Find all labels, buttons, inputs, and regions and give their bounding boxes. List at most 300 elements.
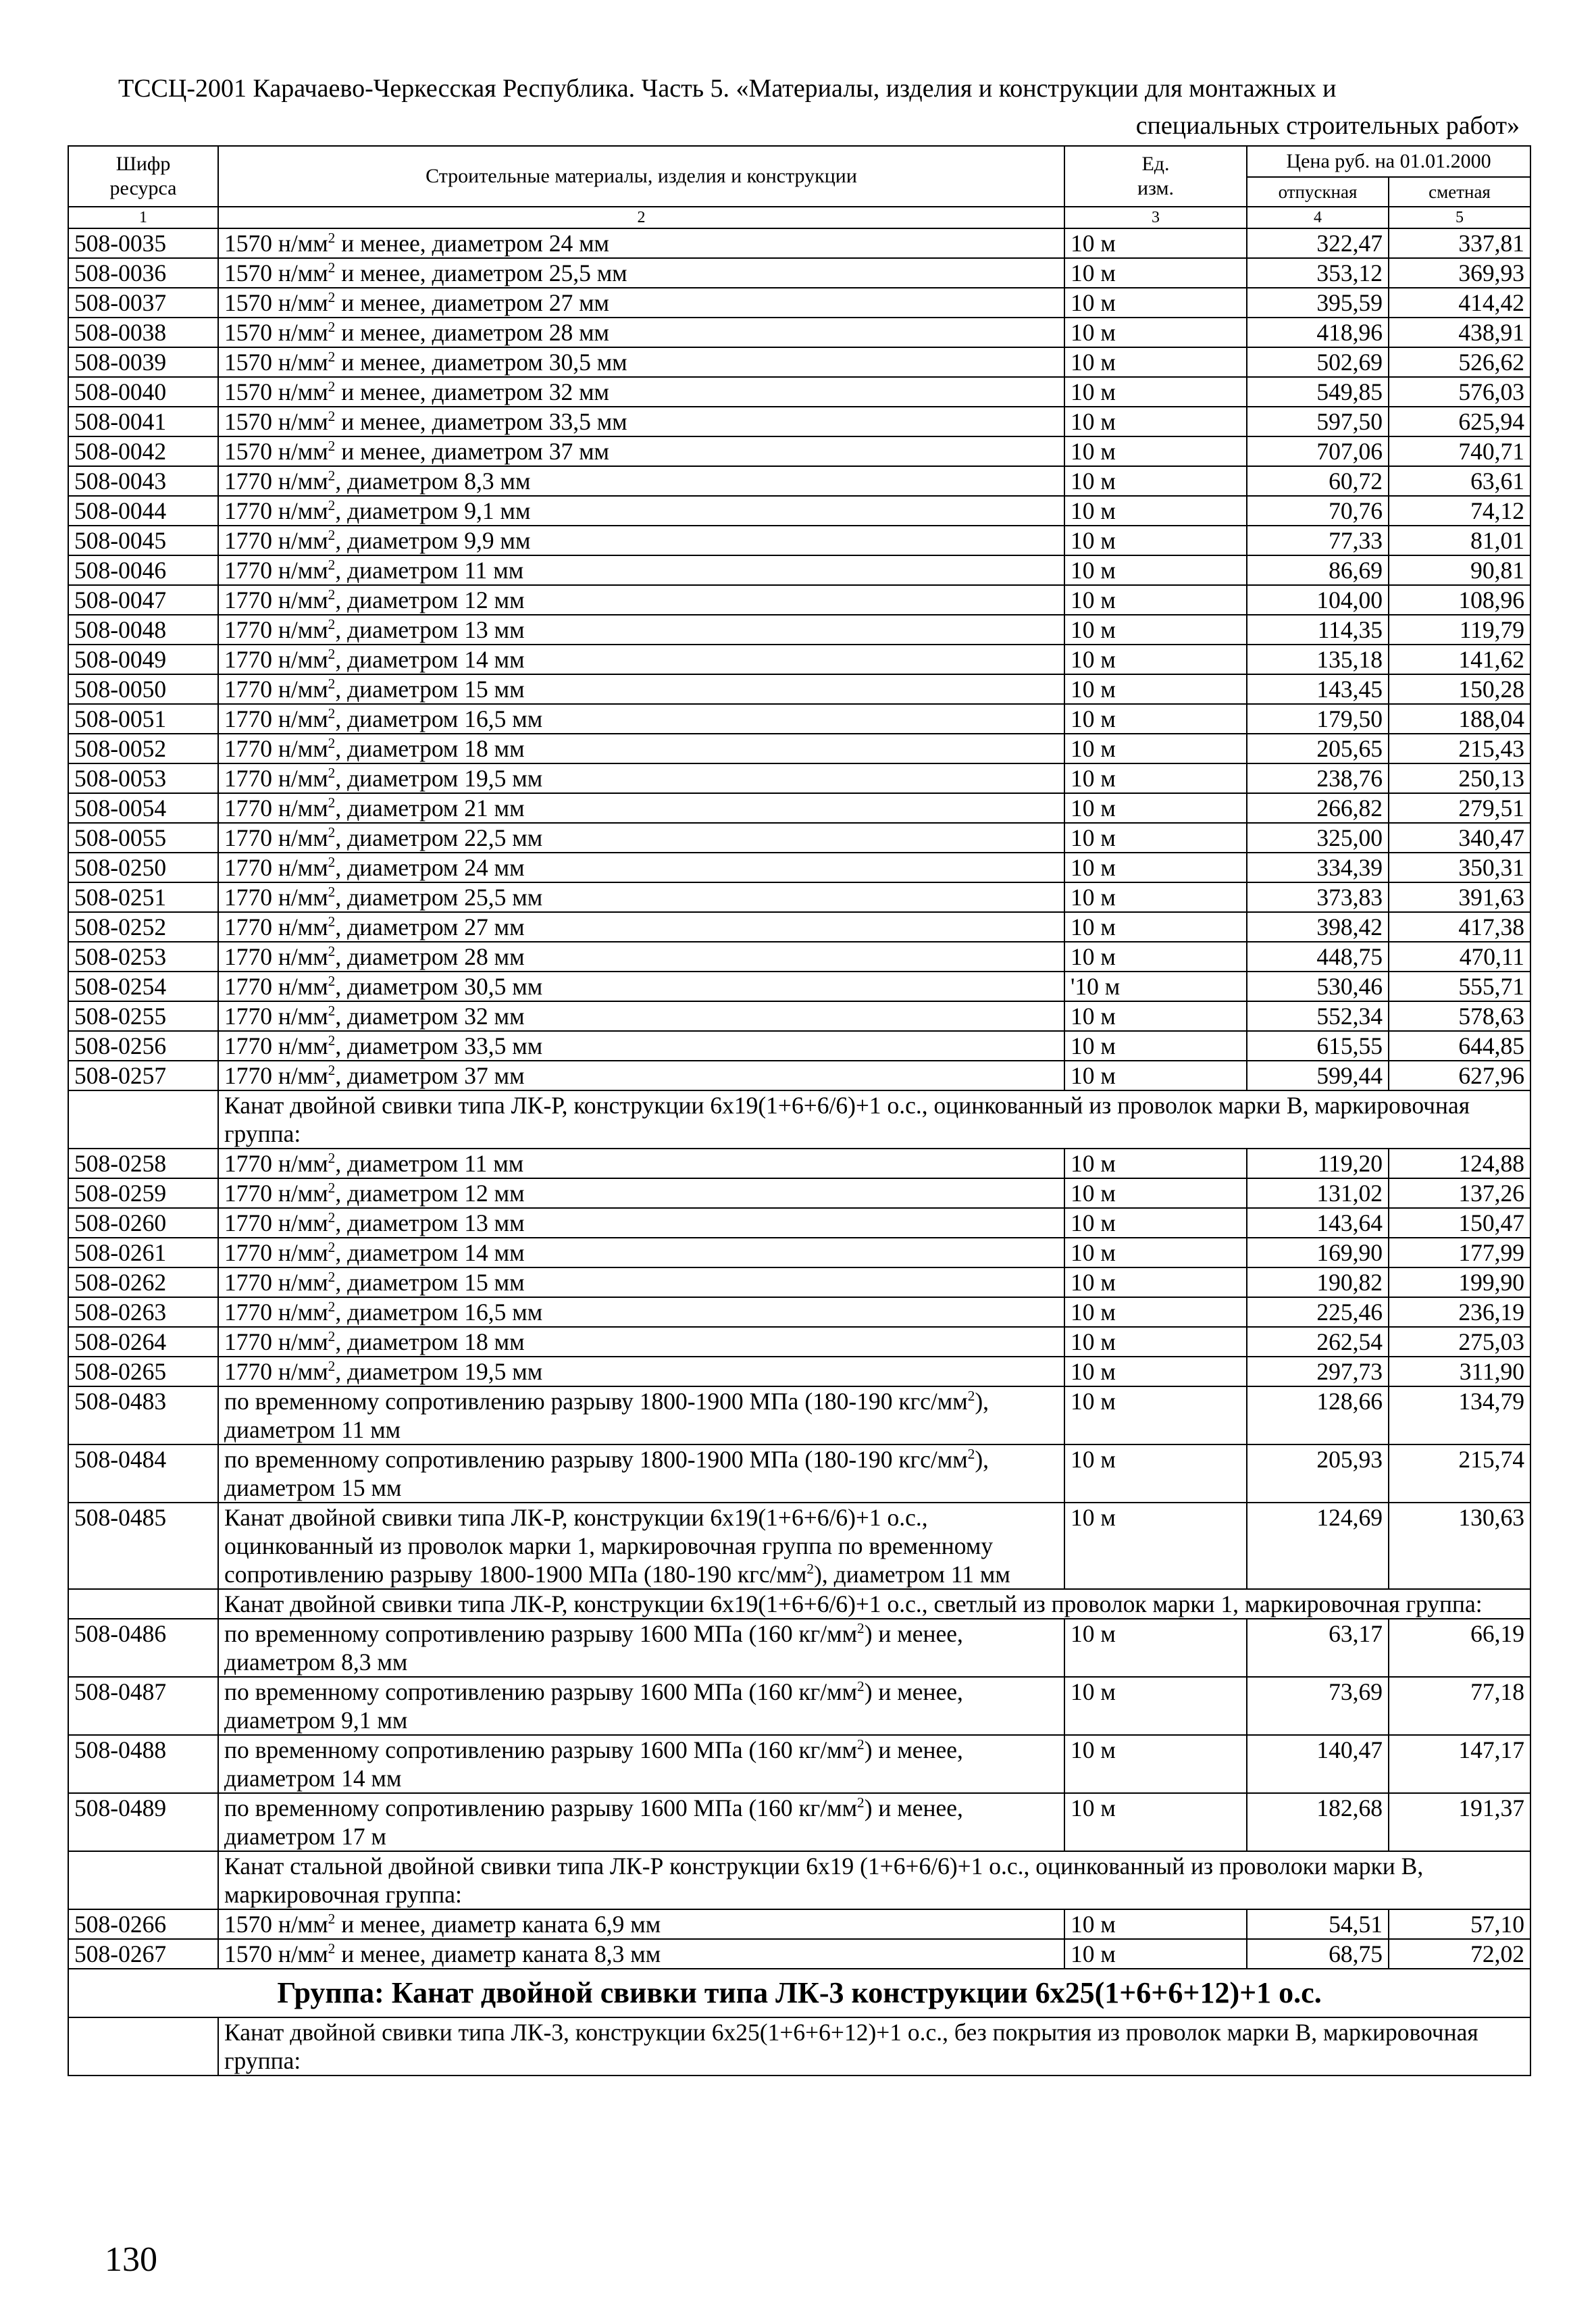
col-header-code — [68, 146, 218, 207]
unit-of-measure: 10 м — [1064, 1386, 1247, 1444]
unit-of-measure: 10 м — [1064, 1327, 1247, 1357]
release-price: 143,64 — [1247, 1208, 1389, 1238]
description-text: 1770 н/мм — [224, 1358, 328, 1385]
resource-code: 508-0254 — [68, 972, 218, 1001]
material-description — [218, 1238, 1064, 1267]
description-text: 1570 н/мм — [224, 319, 328, 346]
material-description — [218, 823, 1064, 853]
description-suffix: , диаметром 15 мм — [335, 1269, 525, 1296]
unit-of-measure: 10 м — [1064, 318, 1247, 347]
resource-code: 508-0055 — [68, 823, 218, 853]
material-description — [218, 258, 1064, 288]
material-description — [218, 1297, 1064, 1327]
description-text: 1770 н/мм — [224, 913, 328, 940]
description-suffix: и менее, диаметр каната 8,3 мм — [335, 1940, 661, 1967]
superscript: 2 — [328, 646, 336, 663]
table-row — [68, 942, 1530, 972]
table-row — [68, 436, 1530, 466]
col-header-name: Строительные материалы, изделия и конструкции — [218, 146, 1064, 207]
description-suffix: и менее, диаметром 24 мм — [335, 230, 610, 257]
resource-code: 508-0035 — [68, 228, 218, 258]
superscript: 2 — [328, 854, 336, 871]
resource-code: 508-0036 — [68, 258, 218, 288]
material-description — [218, 734, 1064, 763]
description-suffix: , диаметром 22,5 мм — [335, 824, 543, 851]
description-suffix: и менее, диаметром 32 мм — [335, 378, 610, 405]
release-price: 205,93 — [1247, 1444, 1389, 1503]
section-heading: Канат двойной свивки типа ЛК-Р, конструкции 6х19(1+6+6/6)+1 о.с., светлый из проволок марки 1, маркировочная группа: — [218, 1589, 1530, 1619]
release-price: 297,73 — [1247, 1357, 1389, 1386]
unit-of-measure: 10 м — [1064, 496, 1247, 526]
superscript: 2 — [328, 1209, 336, 1226]
resource-code: 508-0043 — [68, 466, 218, 496]
description-text: 1570 н/мм — [224, 259, 328, 286]
release-price: 77,33 — [1247, 526, 1389, 555]
material-description — [218, 1619, 1064, 1677]
description-suffix: ) и менее, диаметром 8,3 мм — [224, 1620, 963, 1676]
description-suffix: , диаметром 37 мм — [335, 1062, 525, 1089]
material-description — [218, 704, 1064, 734]
description-text: 1770 н/мм — [224, 1032, 328, 1059]
unit-of-measure: 10 м — [1064, 1444, 1247, 1503]
unit-of-measure: 10 м — [1064, 1178, 1247, 1208]
description-text: 1770 н/мм — [224, 1239, 328, 1266]
release-price: 334,39 — [1247, 853, 1389, 882]
section-code-empty — [68, 1090, 218, 1149]
material-description — [218, 526, 1064, 555]
material-description — [218, 1031, 1064, 1061]
table-row — [68, 1031, 1530, 1061]
estimate-price: 311,90 — [1389, 1357, 1530, 1386]
superscript: 2 — [967, 1388, 975, 1405]
superscript: 2 — [328, 557, 336, 574]
resource-code: 508-0253 — [68, 942, 218, 972]
release-price: 169,90 — [1247, 1238, 1389, 1267]
release-price: 502,69 — [1247, 347, 1389, 377]
unit-of-measure: 10 м — [1064, 823, 1247, 853]
material-description — [218, 288, 1064, 318]
description-suffix: , диаметром 18 мм — [335, 1328, 525, 1355]
description-text: 1770 н/мм — [224, 1328, 328, 1355]
unit-of-measure: 10 м — [1064, 1909, 1247, 1939]
description-suffix: , диаметром 12 мм — [335, 1180, 525, 1207]
estimate-price: 576,03 — [1389, 377, 1530, 407]
description-suffix: , диаметром 18 мм — [335, 735, 525, 762]
release-price: 63,17 — [1247, 1619, 1389, 1677]
description-text: 1770 н/мм — [224, 586, 328, 613]
material-description — [218, 585, 1064, 615]
estimate-price: 350,31 — [1389, 853, 1530, 882]
release-price: 395,59 — [1247, 288, 1389, 318]
description-text: 1770 н/мм — [224, 497, 328, 524]
description-text: 1570 н/мм — [224, 378, 328, 405]
release-price: 373,83 — [1247, 882, 1389, 912]
superscript: 2 — [328, 497, 336, 514]
description-suffix: , диаметром 13 мм — [335, 616, 525, 643]
superscript: 2 — [328, 349, 336, 366]
table-row — [68, 882, 1530, 912]
table-row — [68, 466, 1530, 496]
table-row — [68, 1909, 1530, 1939]
table-row — [68, 526, 1530, 555]
description-suffix: , диаметром 9,1 мм — [335, 497, 531, 524]
col-header-code-line1: Шифр — [115, 153, 171, 175]
table-row — [68, 704, 1530, 734]
description-suffix: и менее, диаметром 25,5 мм — [335, 259, 627, 286]
table-row — [68, 1297, 1530, 1327]
material-description — [218, 1267, 1064, 1297]
table-row — [68, 912, 1530, 942]
table-row — [68, 585, 1530, 615]
release-price: 552,34 — [1247, 1001, 1389, 1031]
resource-code: 508-0050 — [68, 674, 218, 704]
table-row — [68, 347, 1530, 377]
material-description — [218, 347, 1064, 377]
superscript: 2 — [328, 765, 336, 782]
resource-code: 508-0053 — [68, 763, 218, 793]
estimate-price: 279,51 — [1389, 793, 1530, 823]
table-row — [68, 1386, 1530, 1444]
material-description — [218, 1386, 1064, 1444]
estimate-price: 470,11 — [1389, 942, 1530, 972]
release-price: 597,50 — [1247, 407, 1389, 436]
resource-code: 508-0486 — [68, 1619, 218, 1677]
release-price: 135,18 — [1247, 645, 1389, 674]
description-text: 1570 н/мм — [224, 1940, 328, 1967]
release-price: 104,00 — [1247, 585, 1389, 615]
description-text: 1770 н/мм — [224, 795, 328, 822]
description-suffix: и менее, диаметром 27 мм — [335, 289, 610, 316]
table-row — [68, 1178, 1530, 1208]
table-row — [68, 288, 1530, 318]
superscript: 2 — [328, 408, 336, 425]
unit-of-measure: 10 м — [1064, 1031, 1247, 1061]
description-suffix: , диаметром 24 мм — [335, 854, 525, 881]
unit-of-measure: 10 м — [1064, 1939, 1247, 1969]
unit-of-measure: 10 м — [1064, 1357, 1247, 1386]
estimate-price: 578,63 — [1389, 1001, 1530, 1031]
group-heading: Группа: Канат двойной свивки типа ЛК-3 конструкции 6х25(1+6+6+12)+1 о.с. — [68, 1969, 1530, 2017]
unit-of-measure: 10 м — [1064, 377, 1247, 407]
table-row — [68, 1061, 1530, 1090]
resource-code: 508-0489 — [68, 1793, 218, 1851]
resource-code: 508-0259 — [68, 1178, 218, 1208]
material-description — [218, 1001, 1064, 1031]
description-suffix: и менее, диаметром 28 мм — [335, 319, 610, 346]
description-text: 1770 н/мм — [224, 943, 328, 970]
superscript: 2 — [328, 735, 336, 752]
estimate-price: 199,90 — [1389, 1267, 1530, 1297]
superscript: 2 — [328, 1180, 336, 1197]
estimate-price: 191,37 — [1389, 1793, 1530, 1851]
superscript: 2 — [328, 1328, 336, 1345]
release-price: 448,75 — [1247, 942, 1389, 972]
resource-code: 508-0038 — [68, 318, 218, 347]
description-text: 1770 н/мм — [224, 824, 328, 851]
material-description — [218, 228, 1064, 258]
superscript: 2 — [967, 1446, 975, 1463]
section-heading: Канат двойной свивки типа ЛК-Р, конструкции 6х19(1+6+6/6)+1 о.с., оцинкованный из проволок марки В, маркировочная группа: — [218, 1090, 1530, 1149]
estimate-price: 150,28 — [1389, 674, 1530, 704]
estimate-price: 130,63 — [1389, 1503, 1530, 1589]
table-row — [68, 407, 1530, 436]
release-price: 86,69 — [1247, 555, 1389, 585]
unit-of-measure: 10 м — [1064, 1297, 1247, 1327]
unit-of-measure: 10 м — [1064, 1503, 1247, 1589]
description-suffix: , диаметром 32 мм — [335, 1003, 525, 1030]
unit-of-measure: 10 м — [1064, 674, 1247, 704]
superscript: 2 — [328, 438, 336, 455]
material-description — [218, 1178, 1064, 1208]
unit-of-measure: 10 м — [1064, 347, 1247, 377]
description-text: по временному сопротивлению разрыву 1600 МПа (160 кг/мм — [224, 1736, 858, 1763]
superscript: 2 — [328, 913, 336, 930]
estimate-price: 215,43 — [1389, 734, 1530, 763]
material-description — [218, 912, 1064, 942]
table-row — [68, 228, 1530, 258]
estimate-price: 108,96 — [1389, 585, 1530, 615]
description-suffix: , диаметром 14 мм — [335, 1239, 525, 1266]
description-text: 1770 н/мм — [224, 1269, 328, 1296]
unit-of-measure: 10 м — [1064, 228, 1247, 258]
description-suffix: , диаметром 8,3 мм — [335, 468, 531, 495]
resource-code: 508-0045 — [68, 526, 218, 555]
col-number-3: 3 — [1064, 207, 1247, 228]
material-description — [218, 555, 1064, 585]
description-text: по временному сопротивлению разрыву 1600 МПа (160 кг/мм — [224, 1794, 858, 1821]
unit-of-measure: 10 м — [1064, 882, 1247, 912]
table-row — [68, 972, 1530, 1001]
description-suffix: ) и менее, диаметром 14 мм — [224, 1736, 963, 1792]
superscript: 2 — [857, 1794, 865, 1811]
col-number-5: 5 — [1389, 207, 1530, 228]
header-line-2: специальных строительных работ» — [1135, 111, 1520, 140]
resource-code: 508-0048 — [68, 615, 218, 645]
unit-of-measure: 10 м — [1064, 555, 1247, 585]
estimate-price: 236,19 — [1389, 1297, 1530, 1327]
resource-code: 508-0488 — [68, 1735, 218, 1793]
resource-code: 508-0483 — [68, 1386, 218, 1444]
resource-code: 508-0261 — [68, 1238, 218, 1267]
description-suffix: , диаметром 15 мм — [335, 676, 525, 703]
material-description — [218, 318, 1064, 347]
material-description — [218, 1208, 1064, 1238]
superscript: 2 — [328, 1358, 336, 1375]
estimate-price: 134,79 — [1389, 1386, 1530, 1444]
description-suffix: ) и менее, диаметром 17 м — [224, 1794, 963, 1850]
unit-of-measure: 10 м — [1064, 466, 1247, 496]
superscript: 2 — [328, 795, 336, 811]
resource-code: 508-0265 — [68, 1357, 218, 1386]
resource-code: 508-0263 — [68, 1297, 218, 1327]
material-description — [218, 496, 1064, 526]
release-price: 530,46 — [1247, 972, 1389, 1001]
estimate-price: 391,63 — [1389, 882, 1530, 912]
superscript: 2 — [328, 230, 336, 247]
description-suffix: , диаметром 21 мм — [335, 795, 525, 822]
material-description — [218, 793, 1064, 823]
description-text: 1770 н/мм — [224, 557, 328, 584]
material-description — [218, 466, 1064, 496]
unit-of-measure: 10 м — [1064, 704, 1247, 734]
description-text: 1770 н/мм — [224, 1062, 328, 1089]
price-table — [68, 145, 1531, 2076]
estimate-price: 188,04 — [1389, 704, 1530, 734]
description-suffix: , диаметром 14 мм — [335, 646, 525, 673]
material-description — [218, 1939, 1064, 1969]
description-text: по временному сопротивлению разрыву 1600 МПа (160 кг/мм — [224, 1678, 858, 1705]
description-text: 1570 н/мм — [224, 289, 328, 316]
material-description — [218, 1061, 1064, 1090]
table-row — [68, 1238, 1530, 1267]
superscript: 2 — [328, 1062, 336, 1079]
description-suffix: и менее, диаметром 30,5 мм — [335, 349, 627, 376]
description-suffix: , диаметром 19,5 мм — [335, 1358, 543, 1385]
estimate-price: 417,38 — [1389, 912, 1530, 942]
superscript: 2 — [328, 1032, 336, 1049]
resource-code: 508-0054 — [68, 793, 218, 823]
col-header-code-line2: ресурса — [109, 177, 177, 199]
estimate-price: 555,71 — [1389, 972, 1530, 1001]
estimate-price: 340,47 — [1389, 823, 1530, 853]
material-description — [218, 407, 1064, 436]
description-suffix: , диаметром 28 мм — [335, 943, 525, 970]
estimate-price: 177,99 — [1389, 1238, 1530, 1267]
description-text: 1770 н/мм — [224, 884, 328, 911]
estimate-price: 644,85 — [1389, 1031, 1530, 1061]
unit-of-measure: 10 м — [1064, 645, 1247, 674]
unit-of-measure: 10 м — [1064, 1735, 1247, 1793]
release-price: 179,50 — [1247, 704, 1389, 734]
superscript: 2 — [328, 289, 336, 306]
superscript: 2 — [328, 973, 336, 990]
resource-code: 508-0047 — [68, 585, 218, 615]
superscript: 2 — [328, 1003, 336, 1020]
release-price: 549,85 — [1247, 377, 1389, 407]
release-price: 119,20 — [1247, 1149, 1389, 1178]
description-text: 1770 н/мм — [224, 1003, 328, 1030]
table-row — [68, 674, 1530, 704]
table-row — [68, 1267, 1530, 1297]
description-suffix: , диаметром 30,5 мм — [335, 973, 543, 1000]
table-row — [68, 496, 1530, 526]
table-row — [68, 1208, 1530, 1238]
col-header-release: отпускная — [1247, 177, 1389, 207]
table-row — [68, 793, 1530, 823]
resource-code: 508-0046 — [68, 555, 218, 585]
release-price: 205,65 — [1247, 734, 1389, 763]
table-row — [68, 258, 1530, 288]
table-row — [68, 823, 1530, 853]
table-row — [68, 853, 1530, 882]
col-number-1: 1 — [68, 207, 218, 228]
estimate-price: 438,91 — [1389, 318, 1530, 347]
resource-code: 508-0485 — [68, 1503, 218, 1589]
description-text: 1770 н/мм — [224, 527, 328, 554]
unit-of-measure: 10 м — [1064, 1149, 1247, 1178]
superscript: 2 — [328, 259, 336, 276]
superscript: 2 — [328, 586, 336, 603]
resource-code: 508-0039 — [68, 347, 218, 377]
release-price: 131,02 — [1247, 1178, 1389, 1208]
resource-code: 508-0256 — [68, 1031, 218, 1061]
superscript: 2 — [328, 1150, 336, 1167]
material-description — [218, 1677, 1064, 1735]
release-price: 353,12 — [1247, 258, 1389, 288]
estimate-price: 124,88 — [1389, 1149, 1530, 1178]
release-price: 418,96 — [1247, 318, 1389, 347]
superscript: 2 — [328, 527, 336, 544]
resource-code: 508-0487 — [68, 1677, 218, 1735]
superscript: 2 — [328, 884, 336, 901]
page-number: 130 — [105, 2240, 157, 2279]
resource-code: 508-0255 — [68, 1001, 218, 1031]
material-description — [218, 1503, 1064, 1589]
table-row — [68, 377, 1530, 407]
release-price: 124,69 — [1247, 1503, 1389, 1589]
section-heading-row — [68, 1589, 1530, 1619]
table-row — [68, 1444, 1530, 1503]
column-number-row — [68, 207, 1530, 228]
col-number-4: 4 — [1247, 207, 1389, 228]
description-text: 1770 н/мм — [224, 1299, 328, 1326]
material-description — [218, 1909, 1064, 1939]
release-price: 238,76 — [1247, 763, 1389, 793]
table-row — [68, 1735, 1530, 1793]
estimate-price: 119,79 — [1389, 615, 1530, 645]
description-text: 1770 н/мм — [224, 468, 328, 495]
unit-of-measure: 10 м — [1064, 585, 1247, 615]
table-row — [68, 1503, 1530, 1589]
group-heading-row — [68, 1969, 1530, 2017]
superscript: 2 — [328, 705, 336, 722]
superscript: 2 — [328, 824, 336, 841]
price-table-body — [68, 146, 1530, 2076]
superscript: 2 — [328, 1269, 336, 1286]
col-header-unit — [1064, 146, 1247, 207]
description-text: 1570 н/мм — [224, 408, 328, 435]
section-heading: Канат двойной свивки типа ЛК-3, конструкции 6х25(1+6+6+12)+1 о.с., без покрытия из проволок марки В, маркировочная группа: — [218, 2017, 1530, 2076]
description-text: 1770 н/мм — [224, 646, 328, 673]
section-heading-row — [68, 2017, 1530, 2076]
estimate-price: 526,62 — [1389, 347, 1530, 377]
material-description — [218, 972, 1064, 1001]
release-price: 322,47 — [1247, 228, 1389, 258]
description-suffix: , диаметром 33,5 мм — [335, 1032, 543, 1059]
superscript: 2 — [857, 1736, 865, 1753]
unit-of-measure: 10 м — [1064, 942, 1247, 972]
section-code-empty — [68, 1851, 218, 1909]
unit-of-measure: 10 м — [1064, 912, 1247, 942]
estimate-price: 740,71 — [1389, 436, 1530, 466]
estimate-price: 74,12 — [1389, 496, 1530, 526]
superscript: 2 — [328, 943, 336, 960]
unit-of-measure: 10 м — [1064, 793, 1247, 823]
material-description — [218, 1149, 1064, 1178]
table-row — [68, 1357, 1530, 1386]
description-suffix: и менее, диаметр каната 6,9 мм — [335, 1911, 661, 1938]
unit-of-measure: 10 м — [1064, 258, 1247, 288]
resource-code: 508-0262 — [68, 1267, 218, 1297]
superscript: 2 — [806, 1561, 815, 1578]
unit-of-measure: 10 м — [1064, 1267, 1247, 1297]
description-text: по временному сопротивлению разрыву 1800-1900 МПа (180-190 кгс/мм — [224, 1388, 968, 1415]
material-description — [218, 615, 1064, 645]
estimate-price: 250,13 — [1389, 763, 1530, 793]
table-row — [68, 763, 1530, 793]
table-row — [68, 1939, 1530, 1969]
material-description — [218, 436, 1064, 466]
